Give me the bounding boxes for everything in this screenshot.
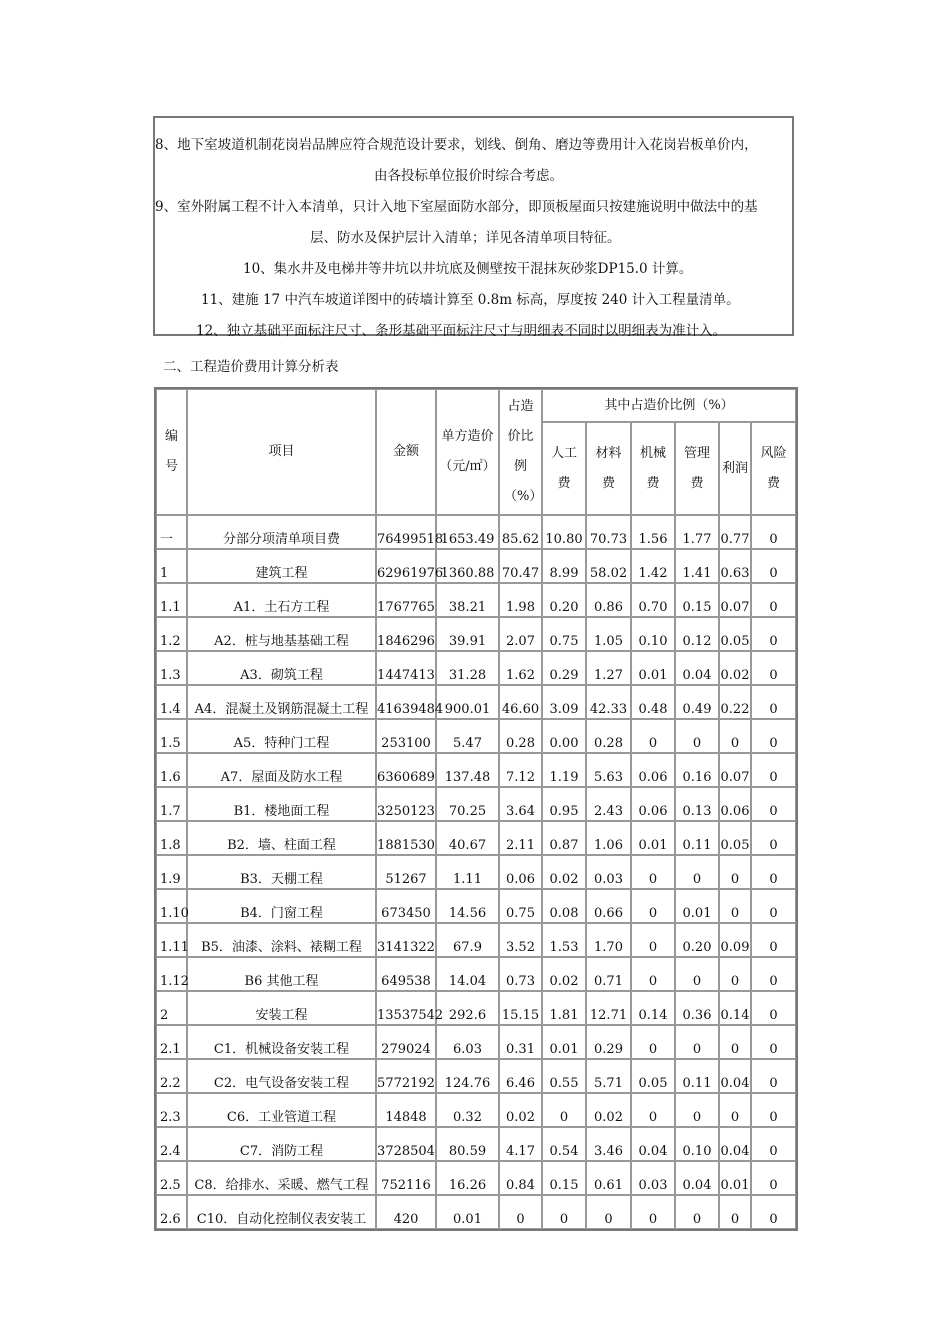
cell-risk: 0	[751, 583, 796, 617]
cell-profit: 0.05	[719, 617, 751, 651]
cell-labor: 0.01	[542, 1025, 586, 1059]
cell-code: 1.10	[156, 889, 187, 923]
cell-profit: 0.04	[719, 1127, 751, 1161]
header-item: 项目	[187, 389, 376, 515]
cell-unit-cost: 14.56	[436, 889, 499, 923]
cell-labor: 0.02	[542, 855, 586, 889]
cell-material: 1.05	[586, 617, 631, 651]
header-amount: 金额	[376, 389, 436, 515]
cell-management: 0.16	[675, 753, 719, 787]
cell-machine: 0.03	[631, 1161, 675, 1195]
cell-management: 0.11	[675, 1059, 719, 1093]
cell-code: 2.5	[156, 1161, 187, 1195]
cell-item: C8．给排水、采暖、燃气工程	[187, 1161, 376, 1195]
cell-management: 0.11	[675, 821, 719, 855]
header-management: 管理费	[675, 422, 719, 515]
cell-risk: 0	[751, 855, 796, 889]
table-row	[156, 651, 796, 685]
cell-material: 1.06	[586, 821, 631, 855]
cell-amount: 1447413	[376, 651, 436, 685]
cell-machine: 0	[631, 889, 675, 923]
cell-risk: 0	[751, 889, 796, 923]
table-row	[156, 617, 796, 651]
cell-item: A2．桩与地基基础工程	[187, 617, 376, 651]
cell-unit-cost: 5.47	[436, 719, 499, 753]
cell-material: 0.28	[586, 719, 631, 753]
cell-labor: 0.08	[542, 889, 586, 923]
cell-code: 2.4	[156, 1127, 187, 1161]
cell-unit-cost: 67.9	[436, 923, 499, 957]
cell-labor: 0.02	[542, 957, 586, 991]
cell-management: 0.15	[675, 583, 719, 617]
cell-labor: 8.99	[542, 549, 586, 583]
cell-code: 1.2	[156, 617, 187, 651]
cell-management: 0.13	[675, 787, 719, 821]
cell-item: B6 其他工程	[187, 957, 376, 991]
cell-code: 1.7	[156, 787, 187, 821]
cell-unit-cost: 1653.49	[436, 515, 499, 549]
cell-amount: 14848	[376, 1093, 436, 1127]
cell-item: C7．消防工程	[187, 1127, 376, 1161]
cell-material: 2.43	[586, 787, 631, 821]
cell-labor: 0.87	[542, 821, 586, 855]
cell-item: B2．墙、柱面工程	[187, 821, 376, 855]
cell-unit-cost: 38.21	[436, 583, 499, 617]
cell-unit-cost: 0.01	[436, 1195, 499, 1229]
cell-profit: 0.07	[719, 753, 751, 787]
cell-code: 2	[156, 991, 187, 1025]
cell-code: 1.3	[156, 651, 187, 685]
cell-share: 0.73	[499, 957, 542, 991]
header-unit-cost: 单方造价（元/㎡）	[436, 389, 499, 515]
cell-amount: 649538	[376, 957, 436, 991]
cell-material: 0.03	[586, 855, 631, 889]
cell-code: 1.1	[156, 583, 187, 617]
cell-labor: 0.20	[542, 583, 586, 617]
cell-profit: 0	[719, 1195, 751, 1229]
cell-item: B3．天棚工程	[187, 855, 376, 889]
cell-item: C2．电气设备安装工程	[187, 1059, 376, 1093]
cell-labor: 0.75	[542, 617, 586, 651]
cell-code: 1.8	[156, 821, 187, 855]
cell-amount: 420	[376, 1195, 436, 1229]
cell-amount: 279024	[376, 1025, 436, 1059]
cell-code: 1.4	[156, 685, 187, 719]
cell-unit-cost: 14.04	[436, 957, 499, 991]
cell-profit: 0	[719, 889, 751, 923]
cell-code: 2.6	[156, 1195, 187, 1229]
header-risk: 风险费	[751, 422, 796, 515]
cell-management: 0.10	[675, 1127, 719, 1161]
cell-code: 1	[156, 549, 187, 583]
table-row	[156, 1059, 796, 1093]
cell-amount: 253100	[376, 719, 436, 753]
table-row	[156, 923, 796, 957]
header-share: 占造价比例（%）	[499, 389, 542, 515]
cell-labor: 10.80	[542, 515, 586, 549]
cell-risk: 0	[751, 685, 796, 719]
cell-material: 0.61	[586, 1161, 631, 1195]
cell-management: 0	[675, 1025, 719, 1059]
cell-share: 70.47	[499, 549, 542, 583]
cell-item: A5．特种门工程	[187, 719, 376, 753]
cell-profit: 0.63	[719, 549, 751, 583]
cell-management: 0.04	[675, 1161, 719, 1195]
note-12: 12、独立基础平面标注尺寸、条形基础平面标注尺寸与明细表不同时以明细表为准计入。	[196, 323, 727, 339]
cell-item: 建筑工程	[187, 549, 376, 583]
note-11: 11、建施 17 中汽车坡道详图中的砖墙计算至 0.8m 标高，厚度按 240 计入工程量清单。	[201, 292, 740, 308]
table-row	[156, 515, 796, 549]
cell-code: 2.2	[156, 1059, 187, 1093]
cell-unit-cost: 124.76	[436, 1059, 499, 1093]
cell-share: 46.60	[499, 685, 542, 719]
cell-unit-cost: 80.59	[436, 1127, 499, 1161]
cell-machine: 0.05	[631, 1059, 675, 1093]
cell-unit-cost: 137.48	[436, 753, 499, 787]
cell-item: 分部分项清单项目费	[187, 515, 376, 549]
cell-amount: 13537542	[376, 991, 436, 1025]
cell-risk: 0	[751, 1127, 796, 1161]
cell-material: 42.33	[586, 685, 631, 719]
cell-amount: 1846296	[376, 617, 436, 651]
table-row	[156, 685, 796, 719]
cell-item: A1．土石方工程	[187, 583, 376, 617]
cell-item: B1．楼地面工程	[187, 787, 376, 821]
cell-code: 2.1	[156, 1025, 187, 1059]
table-row	[156, 787, 796, 821]
cell-share: 4.17	[499, 1127, 542, 1161]
cell-machine: 0	[631, 1195, 675, 1229]
cell-material: 0.71	[586, 957, 631, 991]
cell-material: 0.02	[586, 1093, 631, 1127]
cell-share: 0	[499, 1195, 542, 1229]
cell-unit-cost: 70.25	[436, 787, 499, 821]
cell-profit: 0.07	[719, 583, 751, 617]
cell-profit: 0	[719, 1025, 751, 1059]
cell-risk: 0	[751, 787, 796, 821]
cell-profit: 0	[719, 957, 751, 991]
cell-labor: 0.00	[542, 719, 586, 753]
header-labor: 人工费	[542, 422, 586, 515]
cell-machine: 0	[631, 1025, 675, 1059]
cell-risk: 0	[751, 1161, 796, 1195]
cell-profit: 0.04	[719, 1059, 751, 1093]
cell-profit: 0.01	[719, 1161, 751, 1195]
cell-material: 70.73	[586, 515, 631, 549]
cell-share: 0.75	[499, 889, 542, 923]
cell-machine: 0	[631, 923, 675, 957]
cell-code: 1.6	[156, 753, 187, 787]
cell-code: 一	[156, 515, 187, 549]
note-9-line-2: 层、防水及保护层计入清单；详见各清单项目特征。	[310, 230, 621, 246]
cell-management: 0	[675, 1093, 719, 1127]
cell-management: 0	[675, 719, 719, 753]
cell-amount: 6360689	[376, 753, 436, 787]
table-row	[156, 583, 796, 617]
cell-labor: 0.15	[542, 1161, 586, 1195]
cell-unit-cost: 39.91	[436, 617, 499, 651]
cell-share: 15.15	[499, 991, 542, 1025]
cell-risk: 0	[751, 1059, 796, 1093]
cell-unit-cost: 16.26	[436, 1161, 499, 1195]
cell-profit: 0.09	[719, 923, 751, 957]
cell-labor: 0	[542, 1093, 586, 1127]
cell-machine: 0	[631, 855, 675, 889]
table-row	[156, 1161, 796, 1195]
cell-labor: 3.09	[542, 685, 586, 719]
cell-risk: 0	[751, 617, 796, 651]
header-material: 材料费	[586, 422, 631, 515]
cell-machine: 0.06	[631, 787, 675, 821]
cell-item: B4．门窗工程	[187, 889, 376, 923]
cell-item: A4．混凝土及钢筋混凝土工程	[187, 685, 376, 719]
cell-amount: 1881530	[376, 821, 436, 855]
table-row	[156, 991, 796, 1025]
cell-machine: 0.06	[631, 753, 675, 787]
cell-profit: 0.06	[719, 787, 751, 821]
note-10: 10、集水井及电梯井等井坑以井坑底及侧壁按干混抹灰砂浆DP15.0 计算。	[243, 261, 693, 277]
cell-material: 0	[586, 1195, 631, 1229]
cell-material: 0.29	[586, 1025, 631, 1059]
cell-item: 安装工程	[187, 991, 376, 1025]
cell-management: 0.01	[675, 889, 719, 923]
cell-material: 0.86	[586, 583, 631, 617]
cell-material: 3.46	[586, 1127, 631, 1161]
cell-unit-cost: 292.6	[436, 991, 499, 1025]
cell-item: A3．砌筑工程	[187, 651, 376, 685]
cell-unit-cost: 1360.88	[436, 549, 499, 583]
cell-code: 1.9	[156, 855, 187, 889]
note-8-line-1: 8、地下室坡道机制花岗岩品牌应符合规范设计要求，划线、倒角、磨边等费用计入花岗岩板单价内，	[155, 137, 758, 153]
cell-management: 0.12	[675, 617, 719, 651]
cell-code: 1.5	[156, 719, 187, 753]
cell-profit: 0	[719, 719, 751, 753]
table-row	[156, 549, 796, 583]
cell-code: 1.12	[156, 957, 187, 991]
header-machine: 机械费	[631, 422, 675, 515]
table-row	[156, 1093, 796, 1127]
cell-item: C10．自动化控制仪表安装工	[187, 1195, 376, 1229]
cell-management: 0	[675, 1195, 719, 1229]
header-code: 编号	[156, 389, 187, 515]
cell-machine: 0.04	[631, 1127, 675, 1161]
cell-management: 0.04	[675, 651, 719, 685]
cell-share: 0.31	[499, 1025, 542, 1059]
cell-amount: 41639484	[376, 685, 436, 719]
cell-amount: 1767765	[376, 583, 436, 617]
table-row	[156, 855, 796, 889]
cell-machine: 0.48	[631, 685, 675, 719]
table-row	[156, 889, 796, 923]
cell-share: 0.06	[499, 855, 542, 889]
cell-material: 5.71	[586, 1059, 631, 1093]
cell-management: 0.49	[675, 685, 719, 719]
cell-material: 0.66	[586, 889, 631, 923]
cell-labor: 1.81	[542, 991, 586, 1025]
cell-risk: 0	[751, 515, 796, 549]
cell-material: 5.63	[586, 753, 631, 787]
table-row	[156, 719, 796, 753]
cell-item: C6．工业管道工程	[187, 1093, 376, 1127]
cell-amount: 62961976	[376, 549, 436, 583]
cell-management: 0	[675, 957, 719, 991]
cell-share: 2.11	[499, 821, 542, 855]
cell-labor: 0.55	[542, 1059, 586, 1093]
cell-risk: 0	[751, 991, 796, 1025]
cell-amount: 51267	[376, 855, 436, 889]
cell-labor: 0	[542, 1195, 586, 1229]
cell-management: 0.36	[675, 991, 719, 1025]
cell-risk: 0	[751, 719, 796, 753]
cell-amount: 752116	[376, 1161, 436, 1195]
cell-labor: 0.54	[542, 1127, 586, 1161]
cell-material: 1.70	[586, 923, 631, 957]
cell-risk: 0	[751, 651, 796, 685]
cell-share: 1.62	[499, 651, 542, 685]
table-row	[156, 753, 796, 787]
cell-labor: 1.53	[542, 923, 586, 957]
cell-profit: 0.02	[719, 651, 751, 685]
cell-unit-cost: 1.11	[436, 855, 499, 889]
cell-risk: 0	[751, 923, 796, 957]
cell-share: 0.02	[499, 1093, 542, 1127]
cell-risk: 0	[751, 957, 796, 991]
cell-share: 0.28	[499, 719, 542, 753]
cell-risk: 0	[751, 549, 796, 583]
cell-profit: 0.14	[719, 991, 751, 1025]
cell-share: 6.46	[499, 1059, 542, 1093]
cell-amount: 5772192	[376, 1059, 436, 1093]
cell-unit-cost: 0.32	[436, 1093, 499, 1127]
cell-machine: 0	[631, 719, 675, 753]
cell-amount: 673450	[376, 889, 436, 923]
cost-analysis-table	[154, 387, 798, 1231]
cell-machine: 0.70	[631, 583, 675, 617]
cell-risk: 0	[751, 1025, 796, 1059]
cell-share: 1.98	[499, 583, 542, 617]
note-8-line-2: 由各投标单位报价时综合考虑。	[374, 168, 563, 184]
section-title: 二、工程造价费用计算分析表	[163, 359, 339, 375]
cell-machine: 0.10	[631, 617, 675, 651]
cell-profit: 0	[719, 855, 751, 889]
header-profit: 利润	[719, 422, 751, 515]
cell-share: 2.07	[499, 617, 542, 651]
cell-unit-cost: 6.03	[436, 1025, 499, 1059]
cell-share: 85.62	[499, 515, 542, 549]
cell-material: 12.71	[586, 991, 631, 1025]
cell-share: 3.64	[499, 787, 542, 821]
cell-machine: 0.14	[631, 991, 675, 1025]
cell-labor: 0.95	[542, 787, 586, 821]
note-9-line-1: 9、室外附属工程不计入本清单，只计入地下室屋面防水部分，即顶板屋面只按建施说明中做法中的基	[155, 199, 758, 215]
cell-amount: 76499518	[376, 515, 436, 549]
cell-profit: 0.77	[719, 515, 751, 549]
cell-machine: 0	[631, 957, 675, 991]
table-row	[156, 957, 796, 991]
cell-machine: 0.01	[631, 821, 675, 855]
cell-amount: 3141322	[376, 923, 436, 957]
table-row	[156, 1195, 796, 1229]
cell-management: 1.77	[675, 515, 719, 549]
table-row	[156, 1025, 796, 1059]
cell-profit: 0	[719, 1093, 751, 1127]
cell-unit-cost: 900.01	[436, 685, 499, 719]
cell-risk: 0	[751, 1195, 796, 1229]
cell-risk: 0	[751, 821, 796, 855]
cell-management: 1.41	[675, 549, 719, 583]
cell-management: 0.20	[675, 923, 719, 957]
cell-risk: 0	[751, 753, 796, 787]
cell-profit: 0.22	[719, 685, 751, 719]
cell-material: 58.02	[586, 549, 631, 583]
table-row	[156, 1127, 796, 1161]
cell-machine: 1.56	[631, 515, 675, 549]
cell-profit: 0.05	[719, 821, 751, 855]
cell-machine: 0	[631, 1093, 675, 1127]
cell-machine: 0.01	[631, 651, 675, 685]
table-body	[156, 515, 796, 1229]
cell-share: 7.12	[499, 753, 542, 787]
cell-share: 0.84	[499, 1161, 542, 1195]
cell-risk: 0	[751, 1093, 796, 1127]
cell-machine: 1.42	[631, 549, 675, 583]
cell-item: A7．屋面及防水工程	[187, 753, 376, 787]
cell-amount: 3250123	[376, 787, 436, 821]
cell-material: 1.27	[586, 651, 631, 685]
cell-item: B5．油漆、涂料、裱糊工程	[187, 923, 376, 957]
table-row	[156, 821, 796, 855]
cell-unit-cost: 31.28	[436, 651, 499, 685]
cell-share: 3.52	[499, 923, 542, 957]
cell-unit-cost: 40.67	[436, 821, 499, 855]
cell-code: 2.3	[156, 1093, 187, 1127]
cell-labor: 1.19	[542, 753, 586, 787]
cell-management: 0	[675, 855, 719, 889]
header-breakdown-group: 其中占造价比例（%）	[542, 389, 796, 422]
cell-labor: 0.29	[542, 651, 586, 685]
cell-code: 1.11	[156, 923, 187, 957]
cell-amount: 3728504	[376, 1127, 436, 1161]
cell-item: C1．机械设备安装工程	[187, 1025, 376, 1059]
